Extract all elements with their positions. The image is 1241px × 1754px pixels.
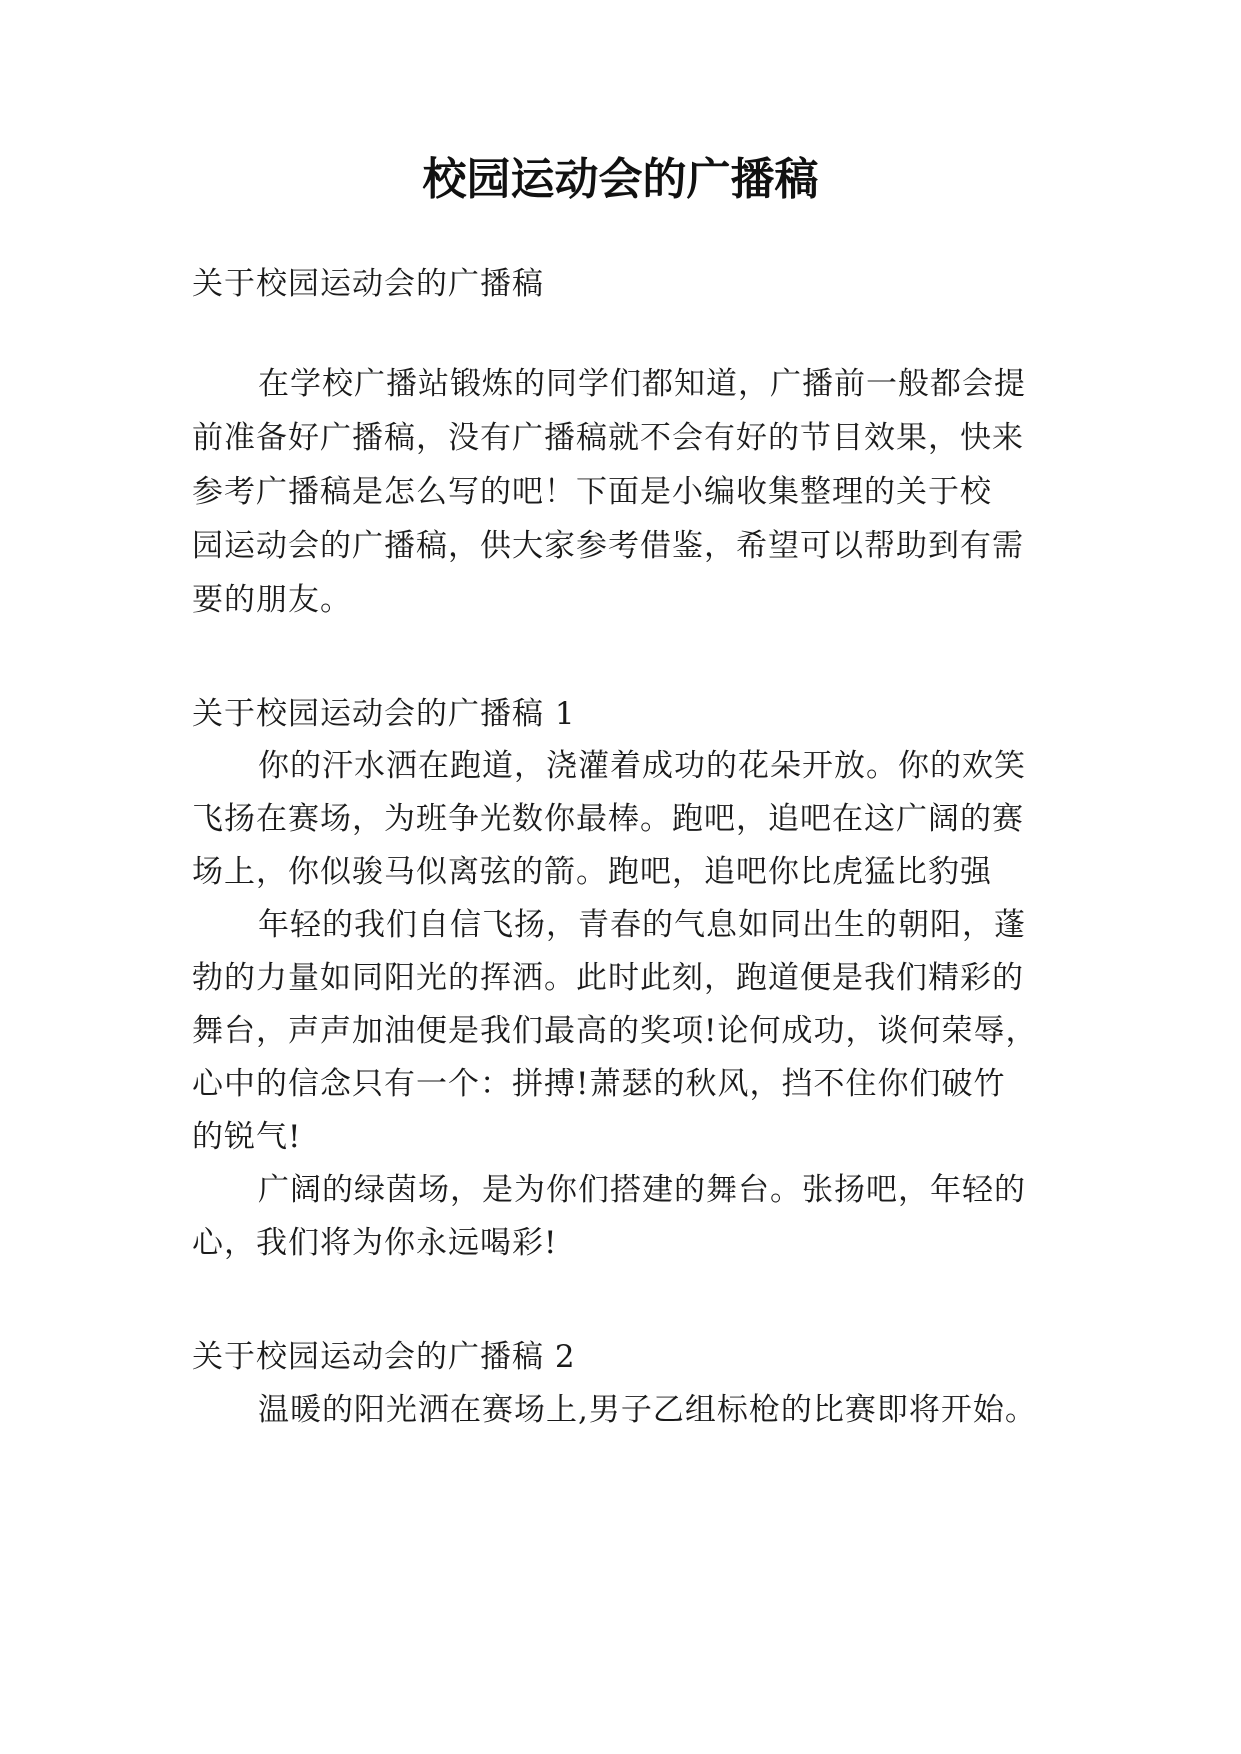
intro-line: 前准备好广播稿，没有广播稿就不会有好的节目效果，快来 bbox=[192, 420, 1024, 456]
intro-line: 要的朋友。 bbox=[192, 582, 352, 618]
section1-para3-line: 广阔的绿茵场，是为你们搭建的舞台。张扬吧，年轻的 bbox=[258, 1172, 1026, 1208]
intro-line: 参考广播稿是怎么写的吧！下面是小编收集整理的关于校 bbox=[192, 474, 992, 510]
intro-line: 园运动会的广播稿，供大家参考借鉴，希望可以帮助到有需 bbox=[192, 528, 1024, 564]
section1-para1-line: 场上，你似骏马似离弦的箭。跑吧，追吧你比虎猛比豹强 bbox=[192, 854, 992, 890]
section1-para2-line: 舞台，声声加油便是我们最高的奖项!论何成功，谈何荣辱， bbox=[192, 1013, 1038, 1049]
section1-para2-line: 年轻的我们自信飞扬，青春的气息如同出生的朝阳，蓬 bbox=[258, 907, 1026, 943]
section2-para1-line: 温暖的阳光洒在赛场上,男子乙组标枪的比赛即将开始。 bbox=[258, 1392, 1037, 1428]
intro-line: 在学校广播站锻炼的同学们都知道，广播前一般都会提 bbox=[258, 366, 1026, 402]
section1-para1-line: 你的汗水洒在跑道，浇灌着成功的花朵开放。你的欢笑 bbox=[258, 748, 1026, 784]
section1-para3-line: 心，我们将为你永远喝彩! bbox=[192, 1225, 558, 1261]
document-subtitle: 关于校园运动会的广播稿 bbox=[192, 266, 544, 302]
section1-para2-line: 的锐气! bbox=[192, 1119, 302, 1155]
section2-heading: 关于校园运动会的广播稿 2 bbox=[192, 1339, 576, 1375]
section1-para2-line: 勃的力量如同阳光的挥洒。此时此刻，跑道便是我们精彩的 bbox=[192, 960, 1024, 996]
section1-para1-line: 飞扬在赛场，为班争光数你最棒。跑吧，追吧在这广阔的赛 bbox=[192, 801, 1024, 837]
section1-para2-line: 心中的信念只有一个：拼搏!萧瑟的秋风，挡不住你们破竹 bbox=[192, 1066, 1006, 1102]
document-title: 校园运动会的广播稿 bbox=[422, 154, 819, 205]
section1-heading: 关于校园运动会的广播稿 1 bbox=[192, 696, 576, 732]
